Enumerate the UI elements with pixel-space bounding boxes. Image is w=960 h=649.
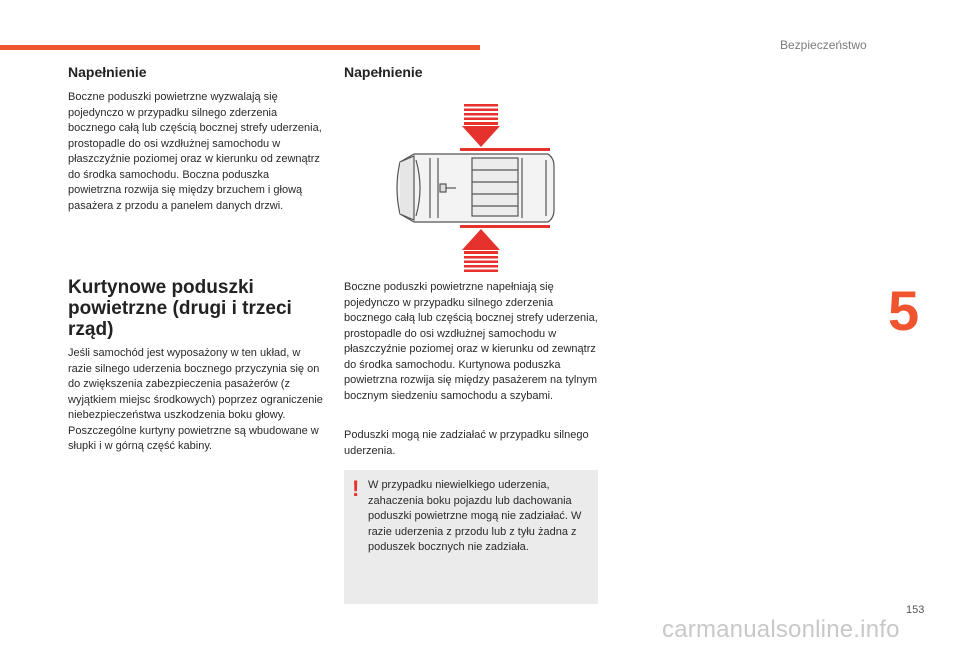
warning-text: W przypadku niewielkiego uderzenia, zahaczenia boku pojazdu lub dachowania poduszki powietrzne mogą nie zadziałać. W razie uderzenia z przodu lub z tyłu żadna z poduszek bocznych nie zadziała.: [368, 479, 582, 553]
warning-box: [344, 470, 598, 604]
left-column: [68, 64, 328, 224]
left-heading-inflation: Napełnienie: [68, 64, 147, 80]
right-paragraph-note: Poduszki mogą nie zadziałać w przypadku silnego uderzenia.: [344, 429, 589, 457]
right-heading-inflation: Napełnienie: [344, 64, 423, 80]
right-column: [344, 64, 604, 90]
curtain-airbags-paragraph: Jeśli samochód jest wyposażony w ten układ, w razie silnego uderzenia bocznego przyczynia się on do zwiększenia zabezpieczenia pasażerów (z wyjątkiem miejsc środkowych) poprzez ograniczenie niebezpieczeństwa uszkodzenia boku głowy. Poszczególne kurtyny powietrzne są wbudowane w słupki i w górną część kabiny.: [68, 347, 323, 452]
section-title: Bezpieczeństwo: [780, 38, 867, 52]
curtain-airbags-heading: Kurtynowe poduszki powietrzne (drugi i trzeci rząd): [68, 277, 292, 340]
header-accent-bar: [0, 45, 480, 50]
chapter-number: 5: [888, 279, 920, 342]
right-paragraph-curtain: Boczne poduszki powietrzne napełniają się pojedynczo w przypadku silnego zderzenia bocznego całą lub częścią bocznej strefy uderzenia, prostopadle do osi wzdłużnej samochodu w płaszczyźnie poziomej oraz w kierunku od zewnątrz do środka samochodu. Kurtynowa poduszka powietrzna rozwija się między pasażerem na tylnym bocznym siedzeniu samochodu a szybami.: [344, 281, 598, 402]
car-outline: [397, 154, 554, 222]
impact-arrow-bottom: [462, 229, 500, 272]
impact-arrow-top: [462, 104, 500, 147]
exclamation-icon: !: [352, 476, 360, 501]
left-paragraph-side-airbags: Boczne poduszki powietrzne wyzwalają się pojedynczo w przypadku silnego zderzenia bocznego całą lub częścią bocznej strefy uderzenia, prostopadle do osi wzdłużnej samochodu w płaszczyźnie poziomej oraz w kierunku od zewnątrz do środka samochodu. Boczna poduszka powietrzna rozwija się między brzuchem i głową pasażera z przodu a panelem danych drzwi.: [68, 91, 322, 212]
car-top-view-icon: [386, 100, 562, 276]
page-number: 153: [906, 604, 925, 616]
watermark: carmanualsonline.info: [662, 616, 900, 643]
